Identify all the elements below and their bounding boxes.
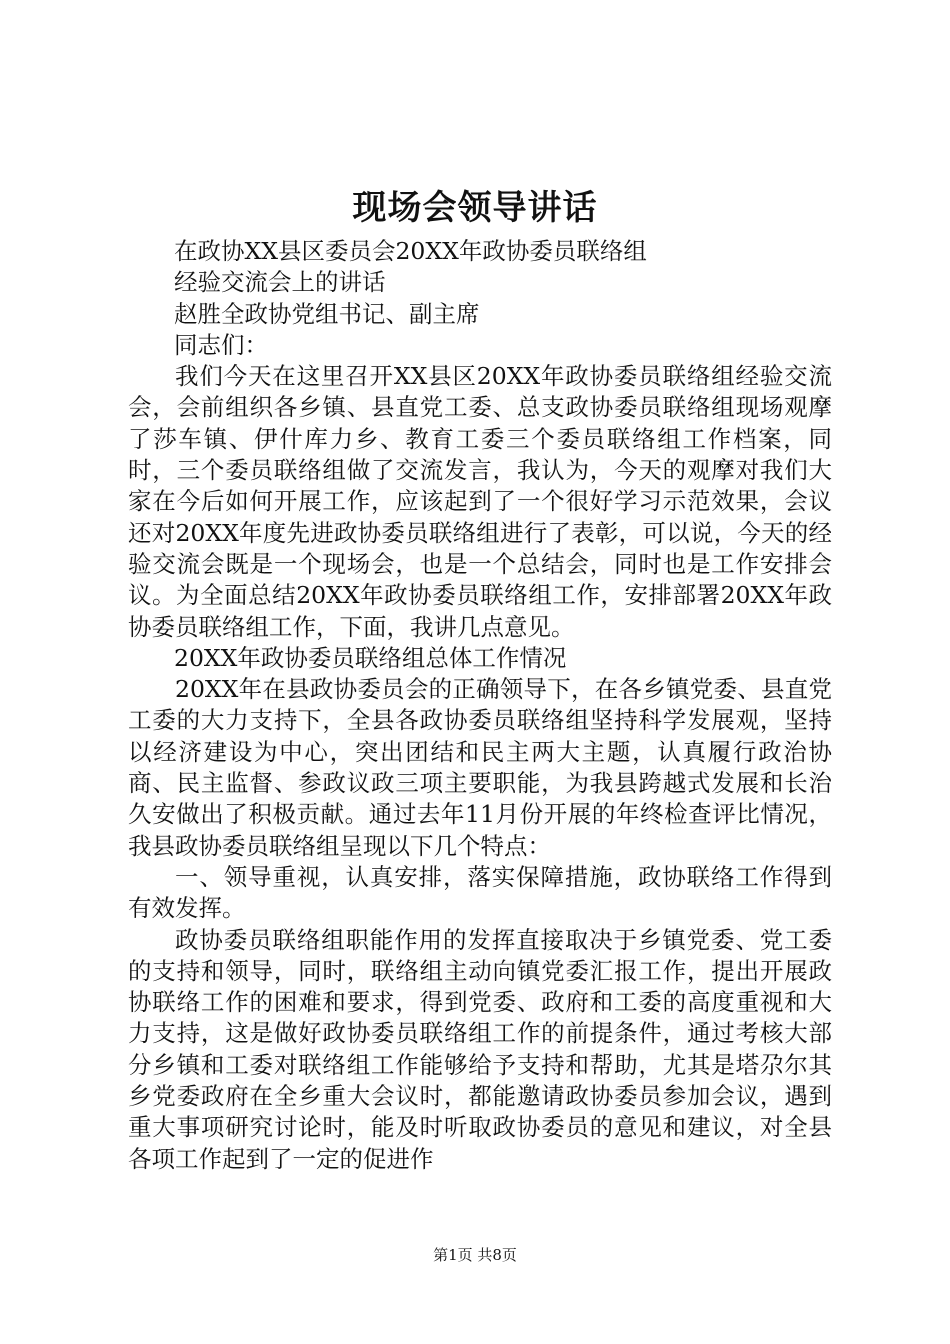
page-footer: 第1页 共8页 <box>433 1246 517 1264</box>
document-title: 现场会领导讲话 <box>352 188 598 228</box>
salutation: 同志们： <box>174 330 268 359</box>
section-heading: 20XX年政协委员联络组总体工作情况 <box>174 643 567 672</box>
paragraph-intro: 我们今天在这里召开XX县区20XX年政协委员联络组经验交流会，会前组织各乡镇、县直党工委、总支政协委员联络组现场观摩了莎车镇、伊什库力乡、教育工委三个委员联络组工作档案，同时，三个委员联络组做了交流发言，我认为，今天的观摩对我们大家在今后如何开展工作，应该起到了一个很好学习示范效果，会议还对20XX年度先进政协委员联络组进行了表彰，可以说，今天的经验交流会既是一个现场会，也是一个总结会，同时也是工作安排会议。为全面总结20XX年政协委员联络组工作，安排部署20XX年政协委员联络组工作，下面，我讲几点意见。 <box>128 362 832 641</box>
paragraph-overview: 20XX年在县政协委员会的正确领导下，在各乡镇党委、县直党工委的大力支持下，全县各政协委员联络组坚持科学发展观，坚持以经济建设为中心，突出团结和民主两大主题，认真履行政治协商、民主监督、参政议政三项主要职能，为我县跨越式发展和长治久安做出了积极贡献。通过去年11月份开展的年终检查评比情况，我县政协委员联络组呈现以下几个特点： <box>128 675 832 860</box>
paragraph-point-one: 一、领导重视，认真安排，落实保障措施，政协联络工作得到有效发挥。 <box>128 862 832 923</box>
paragraph-point-one-detail: 政协委员联络组职能作用的发挥直接取决于乡镇党委、党工委的支持和领导，同时，联络组主动向镇党委汇报工作，提出开展政协联络工作的困难和要求，得到党委、政府和工委的高度重视和大力支持，这是做好政协委员联络组工作的前提条件，通过考核大部分乡镇和工委对联络组工作能够给予支持和帮助，尤其是塔尕尔其乡党委政府在全乡重大会议时，都能邀请政协委员参加会议，遇到重大事项研究讨论时，能及时听取政协委员的意见和建议，对全县各项工作起到了一定的促进作 <box>128 925 832 1173</box>
subtitle-line-2: 经验交流会上的讲话 <box>174 268 386 297</box>
speaker-line: 赵胜全政协党组书记、副主席 <box>174 299 480 328</box>
subtitle-line-1: 在政协XX县区委员会20XX年政协委员联络组 <box>174 237 647 265</box>
document-body <box>128 236 832 1175</box>
